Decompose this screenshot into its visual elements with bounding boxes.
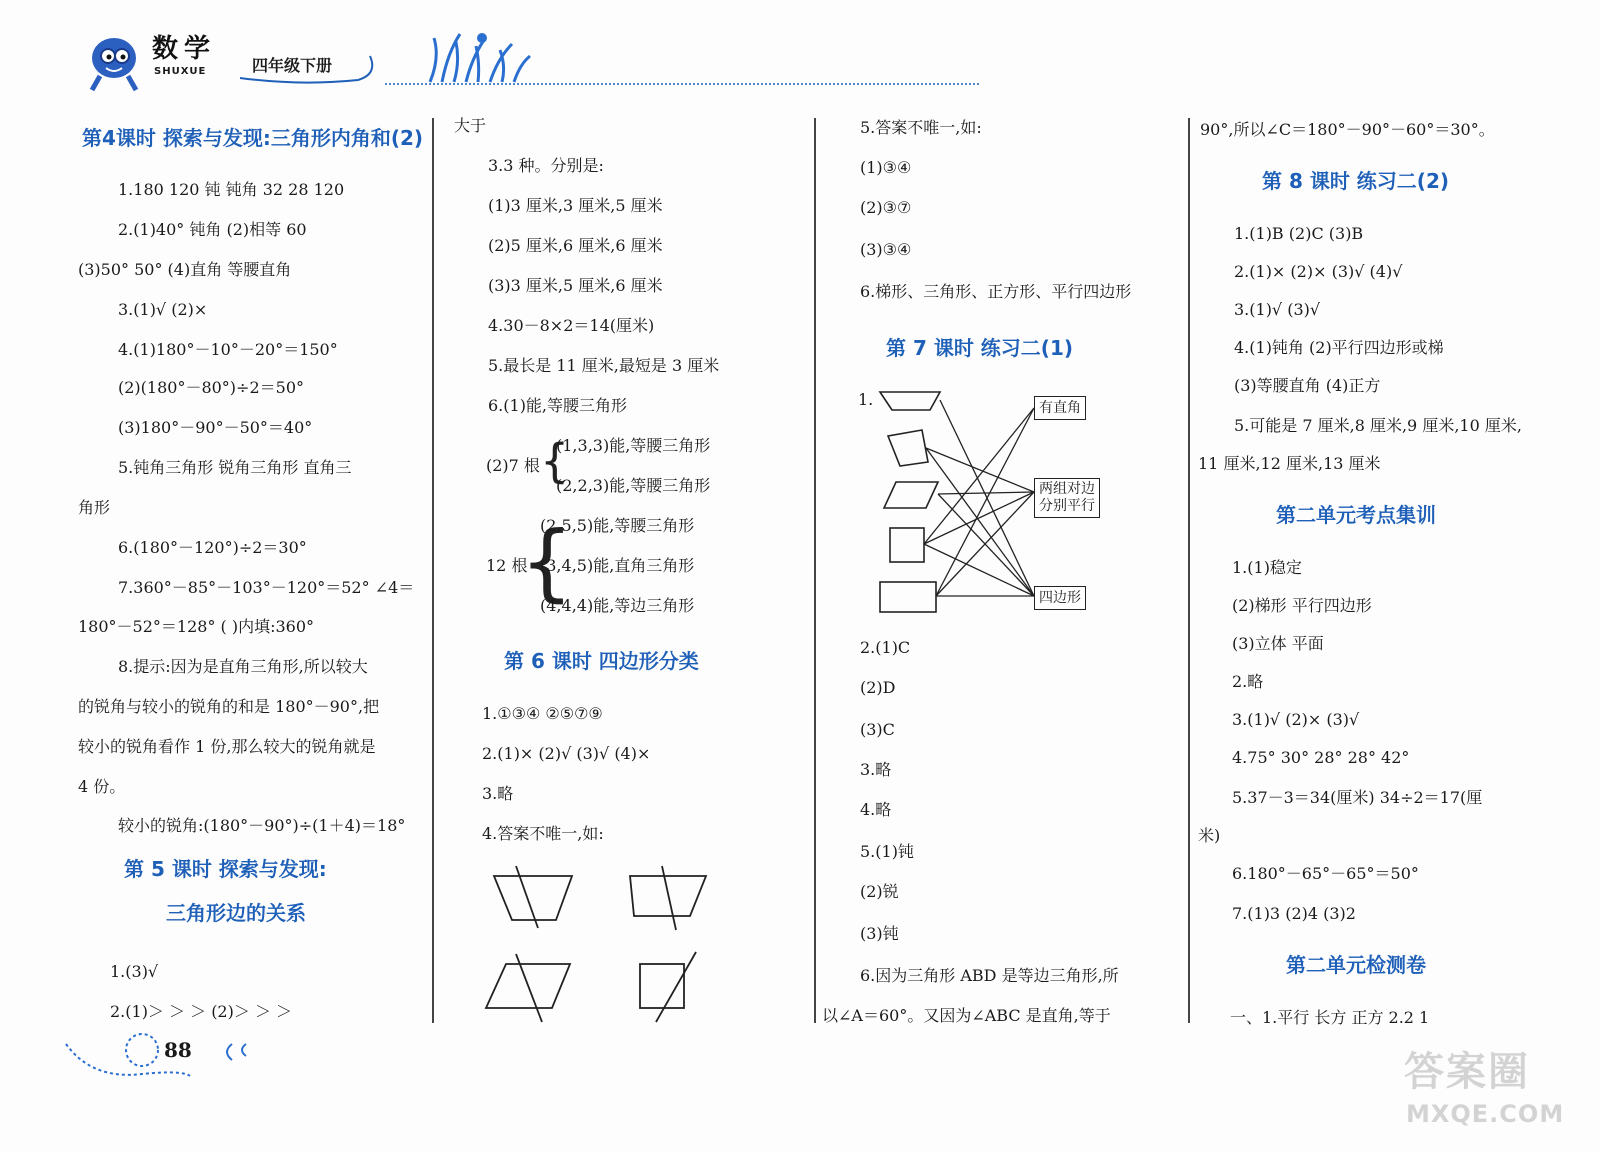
answer-line: 5.(1)钝	[860, 842, 914, 861]
match-label-parallel	[1034, 478, 1100, 518]
match-label-right-angle: 有直角	[1034, 396, 1086, 420]
answer-line: (2)③⑦	[860, 198, 912, 217]
answer-line: 2.(1)× (2)× (3)√ (4)√	[1234, 262, 1403, 281]
answer-line: 180°－52°＝128° ( )内填:360°	[78, 617, 315, 636]
section-heading: 第 7 课时 练习二(1)	[886, 336, 1074, 360]
match-label-line: 两组对边	[1039, 481, 1095, 497]
answer-line: 1.①③④ ②⑤⑦⑨	[482, 704, 603, 723]
answer-line: 6.(180°－120°)÷2＝30°	[118, 538, 307, 557]
subject-title: 数学	[152, 34, 217, 64]
column-divider	[1188, 118, 1190, 1023]
answer-line: 4.(1)钝角 (2)平行四边形或梯	[1234, 338, 1444, 357]
answer-line: 8.提示:因为是直角三角形,所以较大	[118, 657, 368, 676]
page-header	[70, 28, 980, 88]
answer-line: 4.(1)180°－10°－20°＝150°	[118, 340, 338, 359]
answer-line: (3,4,5)能,直角三角形	[540, 556, 695, 575]
question-label: 1.	[858, 390, 874, 409]
answer-line: 3.(1)√ (2)×	[118, 300, 208, 319]
answer-line: 3.(1)√ (2)× (3)√	[1232, 710, 1360, 729]
answer-line: 5.37－3＝34(厘米) 34÷2＝17(厘	[1232, 788, 1483, 807]
answer-line: 4 份。	[78, 777, 126, 796]
answer-line: (3)50° 50° (4)直角 等腰直角	[78, 260, 292, 279]
answer-line: (2,5,5)能,等腰三角形	[540, 516, 695, 535]
answer-line: 以∠A＝60°。又因为∠ABC 是直角,等于	[822, 1006, 1111, 1025]
answer-line: 90°,所以∠C＝180°－90°－60°＝30°。	[1200, 120, 1495, 139]
grass-icon	[420, 28, 540, 84]
answer-line: 6.因为三角形 ABD 是等边三角形,所	[860, 966, 1119, 985]
answer-line: 角形	[78, 498, 111, 517]
answer-line: (2)D	[860, 678, 896, 697]
answer-line: 6.梯形、三角形、正方形、平行四边形	[860, 282, 1132, 301]
answer-line: 5.最长是 11 厘米,最短是 3 厘米	[488, 356, 720, 375]
answer-line: 3.(1)√ (3)√	[1234, 300, 1321, 319]
moon-icon	[220, 1040, 260, 1064]
answer-line: 4.答案不唯一,如:	[482, 824, 604, 843]
answer-line: 2.(1)40° 钝角 (2)相等 60	[118, 220, 307, 239]
header-swoosh-icon	[240, 46, 980, 90]
answer-line: (3)钝	[860, 924, 899, 943]
answer-line: 一、1.平行 长方 正方 2.2 1	[1230, 1008, 1430, 1027]
answer-line: 4.75° 30° 28° 28° 42°	[1232, 748, 1410, 767]
answer-line: 米)	[1198, 826, 1221, 845]
answer-line: (1)3 厘米,3 厘米,5 厘米	[488, 196, 663, 215]
mascot-icon	[82, 32, 152, 92]
section-heading: 第二单元检测卷	[1286, 953, 1426, 977]
watermark-site: MXQE.COM	[1406, 1100, 1565, 1128]
brace: {	[540, 434, 570, 488]
answer-line: (2)(180°－80°)÷2＝50°	[118, 378, 304, 397]
answer-line: (3)3 厘米,5 厘米,6 厘米	[488, 276, 663, 295]
answer-line: (3)C	[860, 720, 895, 739]
page-number: 88	[164, 1038, 192, 1062]
answer-line: (2)5 厘米,6 厘米,6 厘米	[488, 236, 663, 255]
grade-label: 四年级下册	[252, 56, 333, 75]
answer-line: 2.(1)C	[860, 638, 911, 657]
answer-line: (2)锐	[860, 882, 899, 901]
section-heading: 三角形边的关系	[166, 901, 306, 925]
section-heading: 第 8 课时 练习二(2)	[1262, 169, 1450, 193]
answer-line: (1,3,3)能,等腰三角形	[556, 436, 711, 455]
answer-line: 11 厘米,12 厘米,13 厘米	[1198, 454, 1381, 473]
answer-line: 1.(3)√	[110, 962, 159, 981]
answer-line: 1.180 120 钝 钝角 32 28 120	[118, 180, 345, 199]
answer-line: 较小的锐角看作 1 份,那么较大的锐角就是	[78, 737, 376, 756]
answer-line: 5.可能是 7 厘米,8 厘米,9 厘米,10 厘米,	[1234, 416, 1522, 435]
column-divider	[432, 118, 434, 1023]
answer-line: 4.略	[860, 800, 892, 819]
brace: {	[520, 513, 574, 611]
answer-line: (3)立体 平面	[1232, 634, 1324, 653]
watermark-logo: 答案圈	[1404, 1049, 1530, 1095]
section-heading: 第 5 课时 探索与发现:	[124, 857, 327, 881]
watermark	[1400, 1048, 1570, 1138]
answer-line: (2)梯形 平行四边形	[1232, 596, 1372, 615]
answer-line: 大于	[454, 116, 487, 135]
section-heading: 第 6 课时 四边形分类	[504, 649, 699, 673]
answer-line: (1)③④	[860, 158, 912, 177]
answer-line: 6.(1)能,等腰三角形	[488, 396, 628, 415]
answer-line: 5.钝角三角形 锐角三角形 直角三	[118, 458, 352, 477]
answer-line: 1.(1)稳定	[1232, 558, 1302, 577]
group-label: 12 根	[486, 556, 528, 575]
section-heading: 第4课时 探索与发现:三角形内角和(2)	[82, 126, 424, 150]
column-divider	[814, 118, 816, 1023]
quadrilateral-figures	[480, 860, 740, 1030]
answer-line: 7.(1)3 (2)4 (3)2	[1232, 904, 1356, 923]
answer-line: 2.(1)× (2)√ (3)√ (4)×	[482, 744, 651, 763]
answer-line: (3)等腰直角 (4)正方	[1234, 376, 1381, 395]
match-label-quadrilateral: 四边形	[1034, 586, 1086, 610]
answer-line: 2.略	[1232, 672, 1264, 691]
answer-line: 3.略	[482, 784, 514, 803]
answer-line: 6.180°－65°－65°＝50°	[1232, 864, 1419, 883]
answer-line: (2,2,3)能,等腰三角形	[556, 476, 711, 495]
answer-line: 1.(1)B (2)C (3)B	[1234, 224, 1364, 243]
answer-line: 7.360°－85°－103°－120°＝52° ∠4＝	[118, 578, 415, 597]
answer-line: 3.略	[860, 760, 892, 779]
section-heading: 第二单元考点集训	[1276, 503, 1436, 527]
answer-line: 较小的锐角:(180°－90°)÷(1＋4)＝18°	[118, 816, 406, 835]
answer-line: 4.30－8×2＝14(厘米)	[488, 316, 655, 335]
answer-line: 2.(1)＞ ＞ ＞ (2)＞ ＞ ＞	[110, 1002, 293, 1021]
match-label-line: 分别平行	[1039, 498, 1095, 514]
answer-line: (3)③④	[860, 240, 912, 259]
answer-line: (4,4,4)能,等边三角形	[540, 596, 695, 615]
answer-line: 5.答案不唯一,如:	[860, 118, 982, 137]
group-label: (2)7 根	[486, 456, 540, 475]
answer-line: 的锐角与较小的锐角的和是 180°－90°,把	[78, 697, 380, 716]
subject-pinyin: SHUXUE	[154, 66, 207, 77]
answer-line: 3.3 种。分别是:	[488, 156, 604, 175]
answer-line: (3)180°－90°－50°＝40°	[118, 418, 313, 437]
